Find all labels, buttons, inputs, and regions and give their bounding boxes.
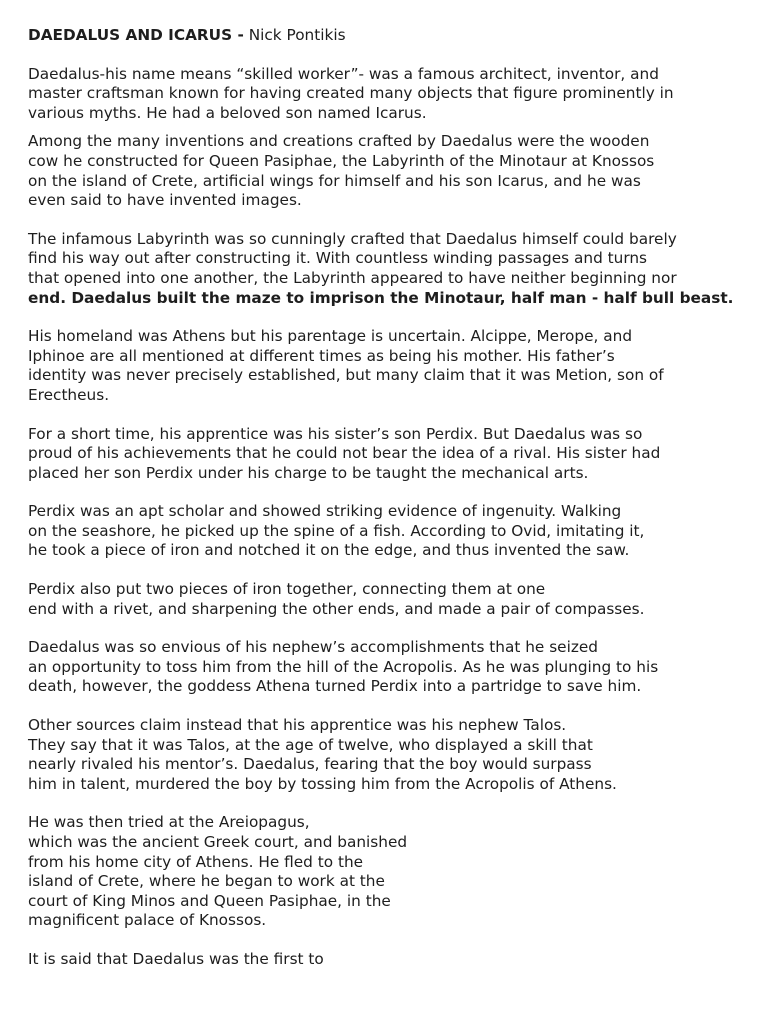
paragraph-line: magnificent palace of Knossos. — [28, 911, 267, 930]
paragraph — [28, 580, 753, 619]
paragraph-line: him in talent, murdered the boy by tossing him from the Acropolis of Athens. — [28, 774, 617, 793]
paragraph-line: The infamous Labyrinth was so cunningly crafted that Daedalus himself could barely — [28, 229, 677, 248]
paragraph — [28, 950, 753, 970]
paragraph-line: For a short time, his apprentice was his sister’s son Perdix. But Daedalus was so — [28, 424, 643, 443]
paragraph-line: They say that it was Talos, at the age of twelve, who displayed a skill that — [28, 735, 593, 754]
paragraph-line: end. Daedalus built the maze to imprison the Minotaur, half man - half bull beast. — [28, 288, 734, 307]
paragraph-line: that opened into one another, the Labyrinth appeared to have neither beginning nor — [28, 268, 677, 287]
paragraph-line: an opportunity to toss him from the hill of the Acropolis. As he was plunging to his — [28, 657, 659, 676]
paragraph — [28, 132, 753, 210]
paragraph-line: island of Crete, where he began to work at the — [28, 872, 385, 891]
paragraph — [28, 230, 753, 308]
paragraph-line: court of King Minos and Queen Pasiphae, in the — [28, 891, 391, 910]
paragraph — [28, 425, 753, 484]
paragraph-line: Among the many inventions and creations crafted by Daedalus were the wooden — [28, 132, 650, 151]
paragraph-line: Daedalus was so envious of his nephew’s accomplishments that he seized — [28, 638, 598, 657]
paragraph-line: end with a rivet, and sharpening the other ends, and made a pair of compasses. — [28, 599, 645, 618]
paragraph-line: Other sources claim instead that his apprentice was his nephew Talos. — [28, 716, 567, 735]
paragraph-line: master craftsman known for having created many objects that figure prominently in — [28, 84, 674, 103]
paragraph-line: even said to have invented images. — [28, 191, 302, 210]
document-title: DAEDALUS AND ICARUS - — [28, 26, 244, 44]
paragraph-line: It is said that Daedalus was the first to — [28, 949, 324, 968]
paragraph — [28, 638, 753, 697]
paragraph-line: placed her son Perdix under his charge to be taught the mechanical arts. — [28, 463, 589, 482]
paragraph-line: on the island of Crete, artificial wings for himself and his son Icarus, and he was — [28, 171, 641, 190]
paragraph-line: various myths. He had a beloved son named Icarus. — [28, 103, 427, 122]
paragraph-line: identity was never precisely established, but many claim that it was Metion, son of — [28, 366, 664, 385]
paragraph-line: on the seashore, he picked up the spine of a fish. According to Ovid, imitating it, — [28, 521, 645, 540]
paragraph-line: proud of his achievements that he could not bear the idea of a rival. His sister had — [28, 444, 661, 463]
paragraph-line: Perdix was an apt scholar and showed striking evidence of ingenuity. Walking — [28, 502, 622, 521]
paragraph-line: He was then tried at the Areiopagus, — [28, 813, 310, 832]
title-line — [28, 26, 753, 46]
paragraph — [28, 327, 753, 405]
paragraph-line: Daedalus-his name means “skilled worker”- was a famous architect, inventor, and — [28, 64, 659, 83]
paragraph-line: Iphinoe are all mentioned at different times as being his mother. His father’s — [28, 346, 615, 365]
paragraph-line: His homeland was Athens but his parentage is uncertain. Alcippe, Merope, and — [28, 327, 633, 346]
paragraph-line: find his way out after constructing it. With countless winding passages and turns — [28, 249, 648, 268]
paragraph-line: nearly rivaled his mentor’s. Daedalus, fearing that the boy would surpass — [28, 755, 592, 774]
document-author: Nick Pontikis — [248, 26, 346, 44]
document-body — [28, 26, 753, 970]
paragraph — [28, 502, 753, 561]
paragraph-line: Perdix also put two pieces of iron together, connecting them at one — [28, 580, 546, 599]
paragraph-line: cow he constructed for Queen Pasiphae, the Labyrinth of the Minotaur at Knossos — [28, 151, 655, 170]
paragraph-line: from his home city of Athens. He fled to the — [28, 852, 364, 871]
paragraph-line: death, however, the goddess Athena turned Perdix into a partridge to save him. — [28, 677, 642, 696]
paragraph — [28, 813, 753, 931]
paragraph-line: Erectheus. — [28, 385, 110, 404]
paragraph — [28, 65, 753, 124]
paragraph — [28, 716, 753, 794]
paragraph-line: he took a piece of iron and notched it on the edge, and thus invented the saw. — [28, 541, 630, 560]
paragraph-list — [28, 65, 753, 970]
paragraph-line: which was the ancient Greek court, and banished — [28, 833, 408, 851]
